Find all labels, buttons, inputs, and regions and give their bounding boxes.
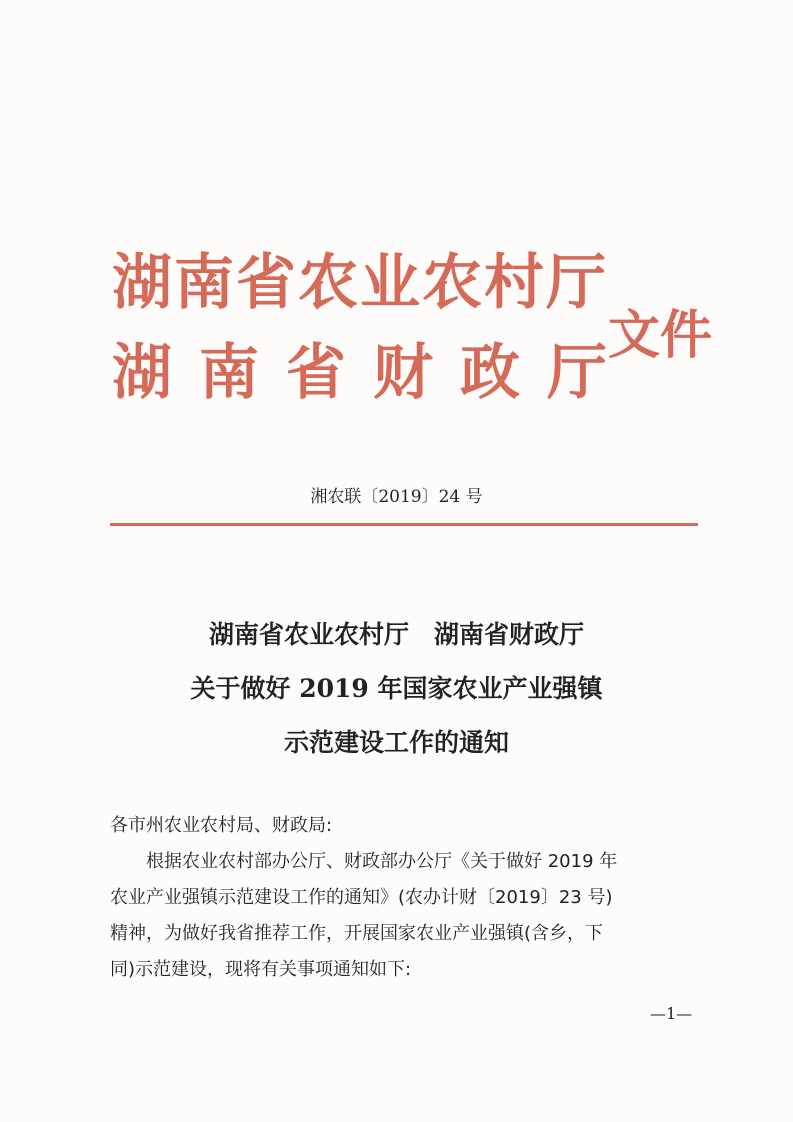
title-line-3: 示范建设工作的通知 [283, 728, 509, 757]
issuer-agriculture-dept: 湖南省农业农村厅 [112, 248, 608, 318]
paragraph-line: 根据农业农村部办公厅、财政部办公厅《关于做好 2019 年 [146, 851, 618, 872]
paragraph-line: 同)示范建设，现将有关事项通知如下: [110, 959, 412, 980]
issuer-finance-dept: 湖南省财政厅 [112, 338, 634, 408]
salutation: 各市州农业农村局、财政局: [110, 815, 333, 836]
document-word: 文件 [608, 305, 713, 366]
notice-body [110, 808, 700, 988]
paragraph-line: 农业产业强镇示范建设工作的通知》(农办计财〔2019〕23 号) [110, 887, 613, 908]
red-divider-line [110, 523, 698, 526]
issuing-authorities-header [112, 238, 712, 418]
page-number: —1— [650, 1004, 693, 1023]
body-paragraph [110, 844, 700, 988]
title-line-2: 关于做好 2019 年国家农业产业强镇 [190, 674, 603, 703]
notice-title [0, 608, 793, 770]
paragraph-line: 精神，为做好我省推荐工作，开展国家农业产业强镇(含乡，下 [110, 923, 604, 944]
document-number: 湘农联〔2019〕24 号 [310, 487, 483, 507]
title-line-1: 湖南省农业农村厅 湖南省财政厅 [208, 620, 584, 649]
